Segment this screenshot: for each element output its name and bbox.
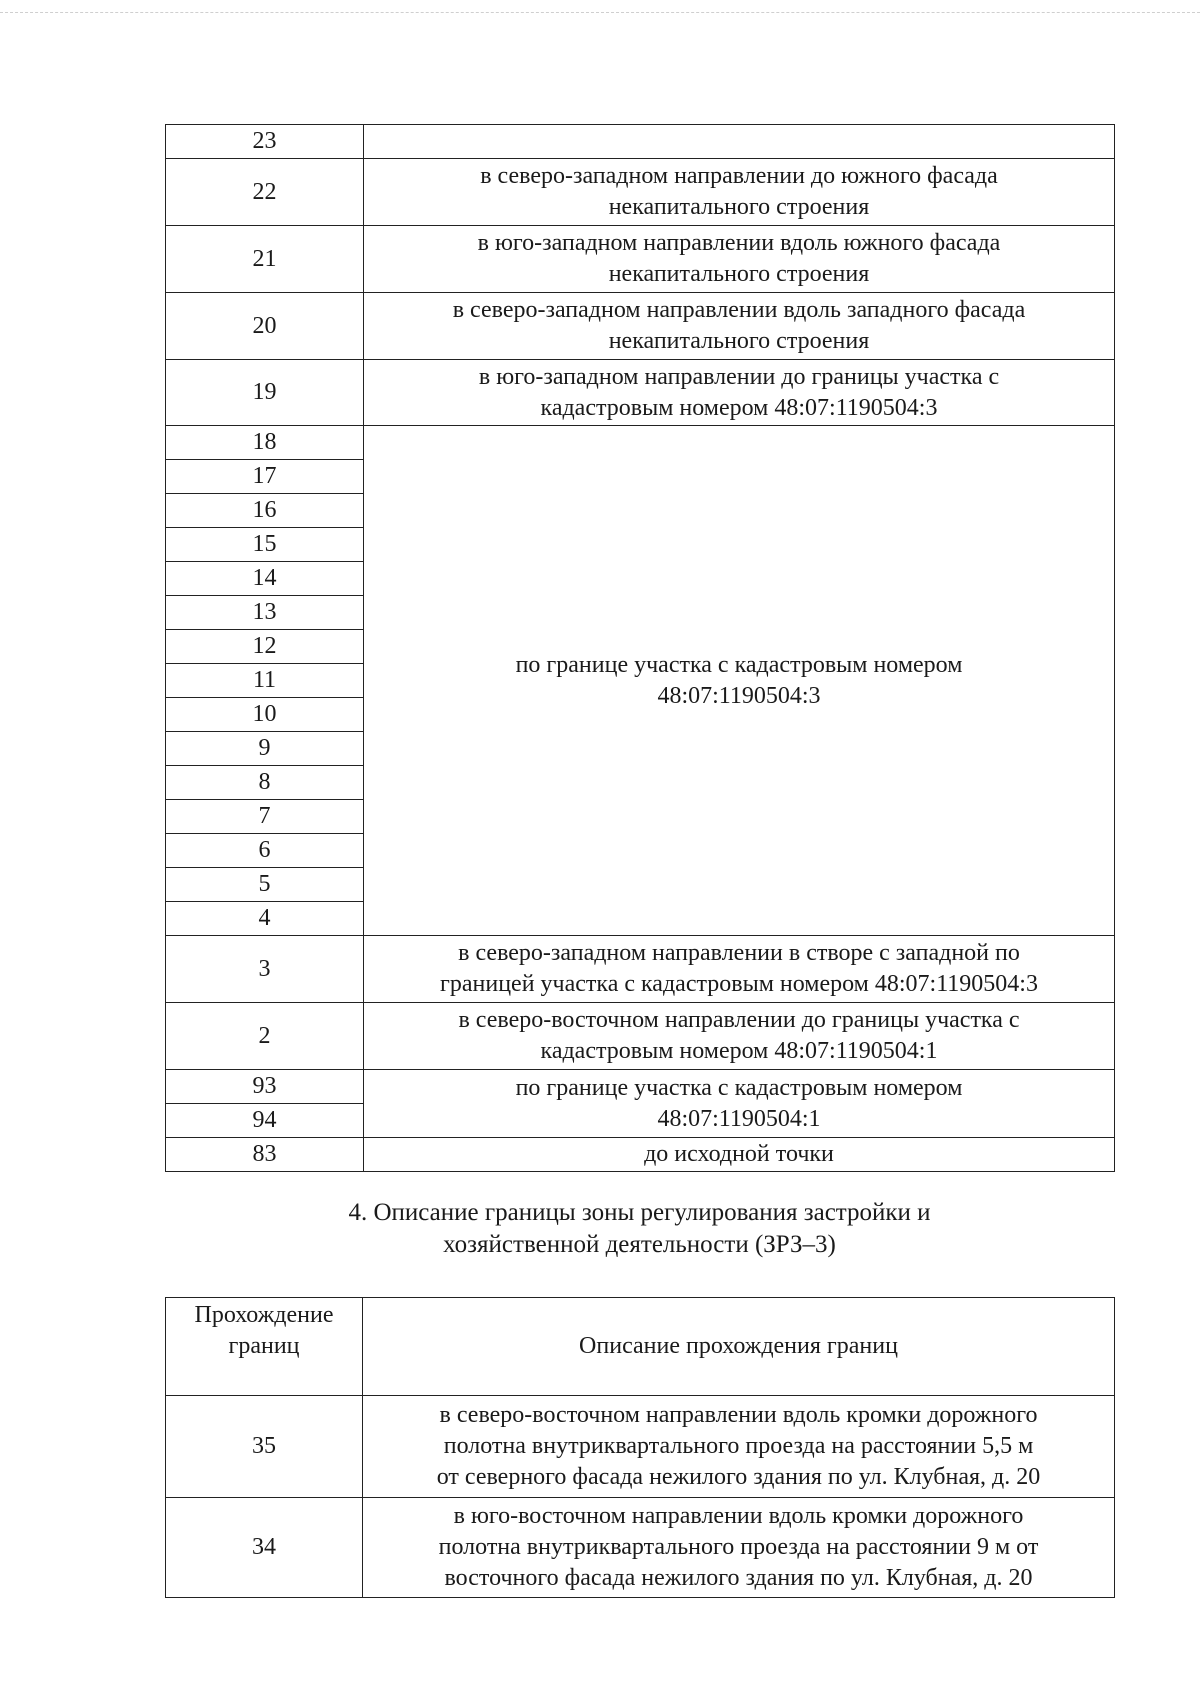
point-number: 15 — [166, 528, 364, 562]
point-number: 4 — [166, 902, 364, 936]
boundary-description — [364, 1003, 1115, 1070]
boundary-description — [364, 360, 1115, 426]
point-number: 14 — [166, 562, 364, 596]
table-row — [166, 293, 1115, 360]
point-number: 9 — [166, 732, 364, 766]
boundary-description — [364, 159, 1115, 226]
point-number: 6 — [166, 834, 364, 868]
point-number: 35 — [166, 1396, 363, 1498]
point-number: 83 — [166, 1138, 364, 1172]
description-line: некапитального строения — [608, 194, 870, 220]
point-number: 12 — [166, 630, 364, 664]
description-line: полотна внутриквартального проезда на расстоянии 9 м от — [438, 1534, 1039, 1560]
table-row — [166, 1498, 1115, 1598]
point-number: 5 — [166, 868, 364, 902]
point-number: 18 — [166, 426, 364, 460]
point-number: 20 — [166, 293, 364, 360]
table-row — [166, 1396, 1115, 1498]
point-number: 34 — [166, 1498, 363, 1598]
table-row — [166, 226, 1115, 293]
point-number: 21 — [166, 226, 364, 293]
point-number: 10 — [166, 698, 364, 732]
table-row — [166, 159, 1115, 226]
description-line: в юго-восточном направлении вдоль кромки дорожного — [453, 1503, 1024, 1529]
description-line: в юго-западном направлении вдоль южного фасада — [477, 230, 1001, 256]
description-line: некапитального строения — [608, 261, 870, 287]
description-line: 48:07:1190504:3 — [657, 682, 821, 709]
description-line: 48:07:1190504:1 — [657, 1105, 821, 1132]
description-line: в северо-западном направлении вдоль западного фасада — [452, 297, 1026, 323]
description-line: в северо-западном направлении до южного фасада — [480, 163, 998, 189]
table-row — [166, 125, 1115, 159]
table-row — [166, 360, 1115, 426]
point-number: 2 — [166, 1003, 364, 1070]
description-line: полотна внутриквартального проезда на расстоянии 5,5 м — [443, 1433, 1034, 1459]
boundary-description — [364, 936, 1115, 1003]
description-line: по границе участка с кадастровым номером — [515, 651, 963, 678]
description-line: в северо-восточном направлении до границы участка с — [458, 1007, 1020, 1033]
zrz3-boundary-table — [165, 1297, 1115, 1598]
point-number: 16 — [166, 494, 364, 528]
merged-boundary-description — [364, 426, 1115, 936]
description-line: некапитального строения — [608, 328, 870, 354]
point-number: 17 — [166, 460, 364, 494]
table-header-row — [166, 1298, 1115, 1396]
column-header-passage — [166, 1298, 363, 1396]
point-number: 8 — [166, 766, 364, 800]
table-row — [166, 1138, 1115, 1172]
point-number: 22 — [166, 159, 364, 226]
description-line: кадастровым номером 48:07:1190504:3 — [540, 394, 938, 421]
point-number: 23 — [166, 125, 364, 159]
table-row — [166, 426, 1115, 460]
description-line: по границе участка с кадастровым номером — [515, 1074, 963, 1101]
point-number: 93 — [166, 1070, 364, 1104]
point-number: 94 — [166, 1104, 364, 1138]
scan-edge-line — [0, 12, 1200, 13]
description-line: кадастровым номером 48:07:1190504:1 — [540, 1038, 938, 1064]
description-line: в юго-западном направлении до границы участка с — [478, 363, 1000, 390]
table-row — [166, 1070, 1115, 1104]
boundary-description — [363, 1396, 1115, 1498]
table-row — [166, 936, 1115, 1003]
boundary-table-continued — [165, 124, 1115, 1172]
header-line: Прохождение — [194, 1302, 334, 1328]
point-number: 13 — [166, 596, 364, 630]
description-line: границей участка с кадастровым номером 48:07:1190504:3 — [440, 971, 1038, 997]
boundary-description — [364, 293, 1115, 360]
point-number: 11 — [166, 664, 364, 698]
section-heading-line-2: хозяйственной деятельности (ЗРЗ–3) — [443, 1231, 836, 1258]
table-row — [166, 1003, 1115, 1070]
description-line: восточного фасада нежилого здания по ул. Клубная, д. 20 — [444, 1565, 1033, 1591]
point-number: 19 — [166, 360, 364, 426]
section-heading: 4. Описание границы зоны регулирования застройки и — [348, 1199, 931, 1226]
boundary-description — [363, 1498, 1115, 1598]
header-line: границ — [228, 1333, 300, 1359]
column-header-description: Описание прохождения границ — [363, 1298, 1115, 1396]
boundary-description: до исходной точки — [364, 1138, 1115, 1172]
description-line: в северо-западном направлении в створе с западной по — [458, 940, 1020, 966]
description-line: в северо-восточном направлении вдоль кромки дорожного — [439, 1402, 1038, 1428]
description-line: от северного фасада нежилого здания по ул. Клубная, д. 20 — [436, 1464, 1041, 1490]
boundary-description — [364, 226, 1115, 293]
point-number: 7 — [166, 800, 364, 834]
merged-boundary-description — [364, 1070, 1115, 1138]
point-number: 3 — [166, 936, 364, 1003]
boundary-description — [364, 125, 1115, 159]
